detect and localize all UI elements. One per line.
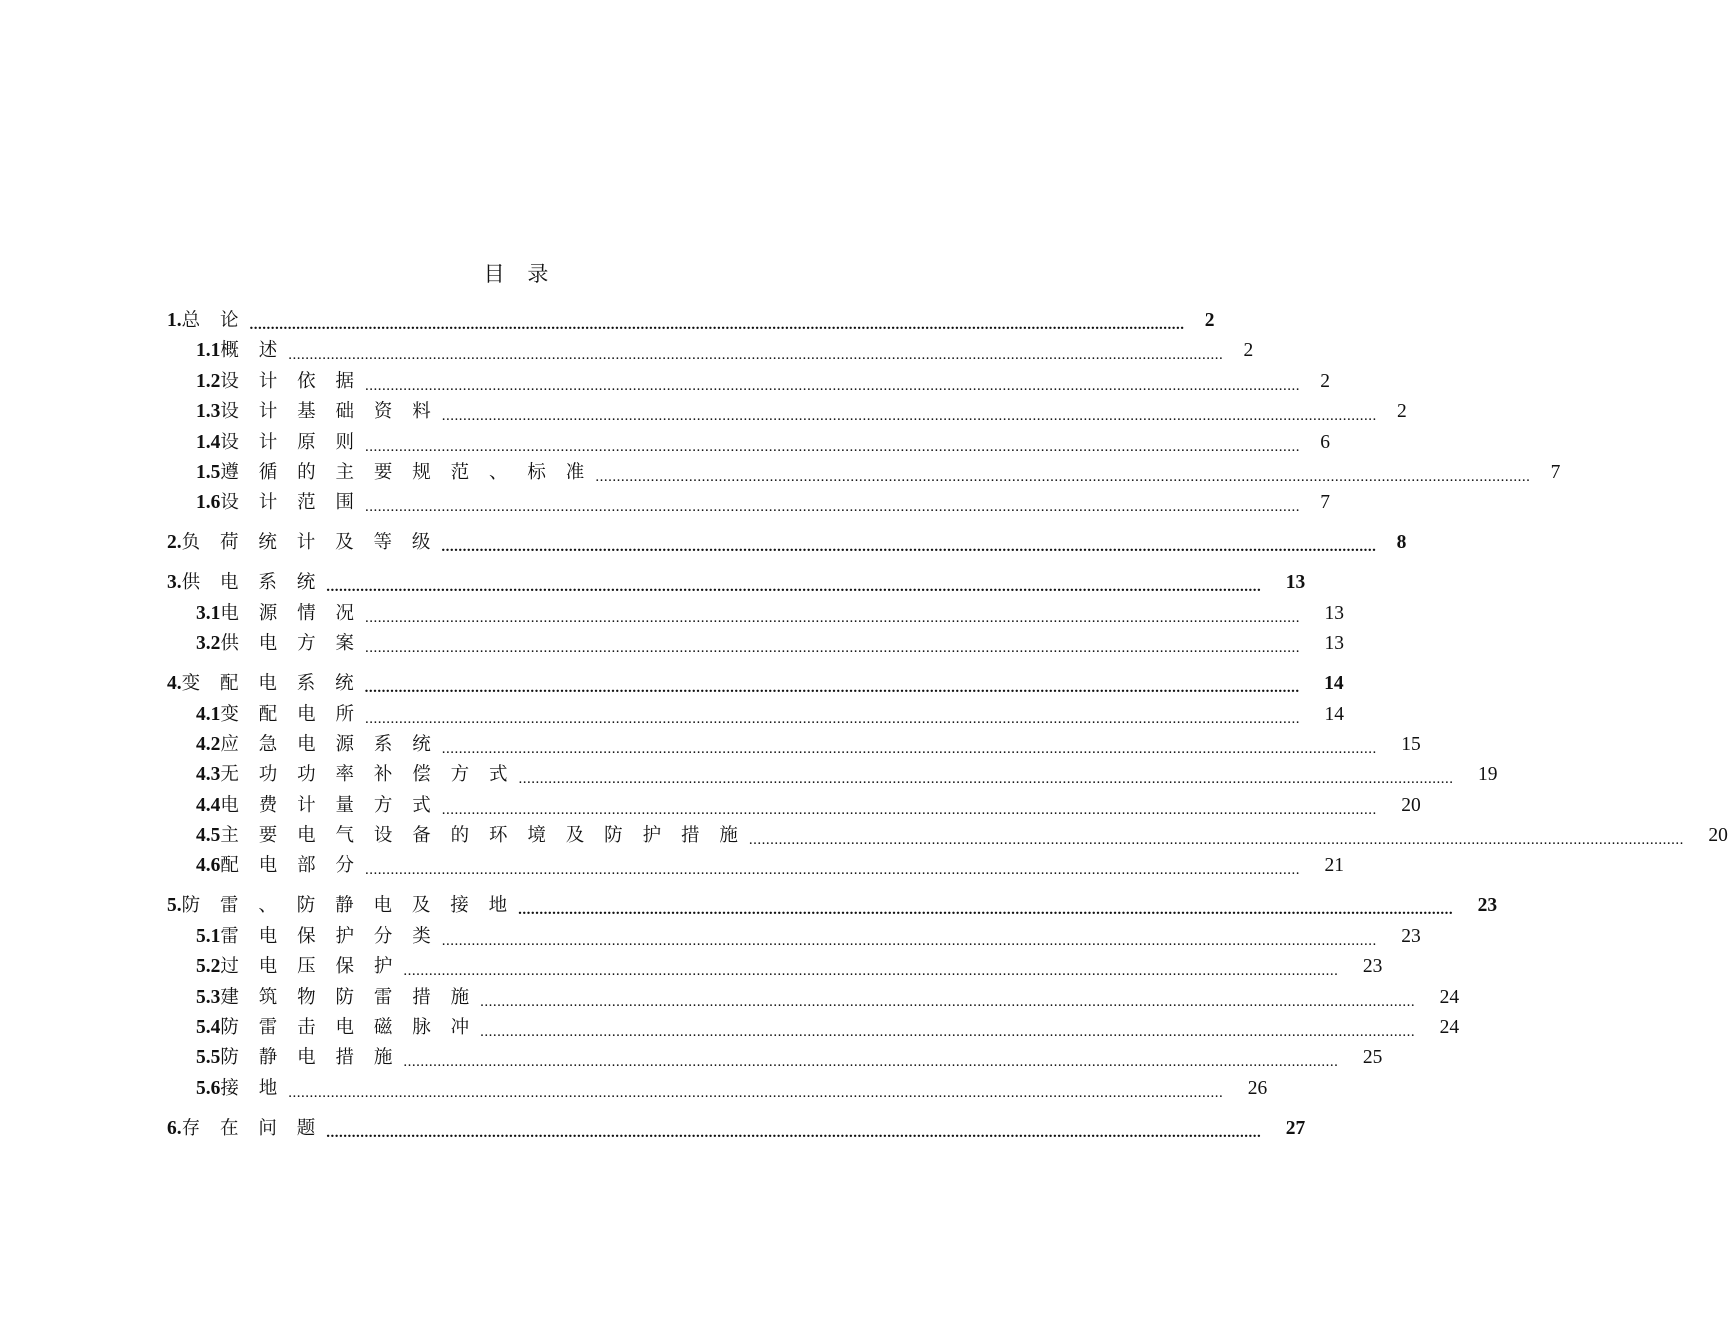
toc-entry-number: 5.4 — [196, 1017, 221, 1039]
toc-leader-dots: ............................................................................................................................................................................................................................ — [365, 609, 1301, 626]
toc-entry-title: 防 雷 击 电 磁 脉 冲 — [220, 1017, 477, 1039]
toc-entry-title: 总 论 — [181, 310, 246, 331]
toc-entry-title: 雷 电 保 护 分 类 — [220, 925, 438, 947]
toc-leader-dots: ............................................................................................................................................................................................................................ — [480, 1024, 1416, 1041]
toc-entry-title: 概 述 — [220, 340, 285, 362]
toc-entry-title: 建 筑 物 防 雷 措 施 — [220, 986, 477, 1008]
toc-leader-dots: ............................................................................................................................................................................................................................ — [403, 963, 1339, 980]
toc-page-number: 7 — [1550, 461, 1561, 483]
toc-page-number: 27 — [1285, 1117, 1306, 1139]
toc-section-entry[interactable] — [167, 730, 1421, 760]
toc-section-entry[interactable] — [167, 366, 1331, 396]
toc-leader-dots: ............................................................................................................................................................................................................................ — [326, 579, 1262, 596]
toc-page-number: 2 — [1243, 340, 1254, 362]
toc-page-number: 14 — [1324, 703, 1345, 725]
toc-leader-dots: ............................................................................................................................................................................................................................ — [403, 1054, 1339, 1071]
toc-entry-number: 1.4 — [196, 431, 221, 453]
toc-section-entry[interactable] — [167, 1043, 1383, 1073]
toc-section-entry[interactable] — [167, 952, 1383, 982]
toc-leader-dots: ............................................................................................................................................................................................................................ — [518, 771, 1454, 788]
toc-section-entry[interactable] — [167, 488, 1331, 518]
toc-entry-number: 5.1 — [196, 925, 221, 947]
toc-entry-title: 供 电 系 统 — [181, 572, 323, 594]
toc-leader-dots: ............................................................................................................................................................................................................................ — [365, 862, 1301, 879]
toc-title: 目 录 — [483, 262, 557, 286]
toc-section-entry[interactable] — [167, 629, 1345, 659]
toc-section-entry[interactable] — [167, 790, 1421, 820]
toc-chapter-entry[interactable] — [167, 659, 1344, 699]
toc-entry-number: 5.3 — [196, 986, 221, 1008]
toc-entry-number: 1.2 — [196, 370, 221, 392]
toc-section-entry[interactable] — [167, 598, 1345, 628]
toc-section-entry[interactable] — [167, 699, 1345, 729]
toc-entry-title: 无 功 功 率 补 偿 方 式 — [220, 764, 515, 786]
toc-leader-dots: ............................................................................................................................................................................................................................ — [365, 640, 1301, 657]
toc-entry-number: 5. — [167, 895, 182, 917]
toc-section-entry[interactable] — [167, 821, 1728, 851]
toc-page-number: 13 — [1324, 633, 1345, 655]
toc-leader-dots: ............................................................................................................................................................................................................................ — [249, 317, 1185, 333]
toc-chapter-entry[interactable] — [167, 1104, 1306, 1144]
toc-page-number: 26 — [1247, 1077, 1268, 1099]
toc-page-number: 15 — [1401, 733, 1421, 755]
toc-page-number: 23 — [1477, 895, 1498, 917]
toc-page-number: 13 — [1324, 602, 1345, 624]
toc-entry-title: 负 荷 统 计 及 等 级 — [181, 532, 438, 554]
toc-section-entry[interactable] — [167, 760, 1498, 790]
toc-section-entry[interactable] — [167, 397, 1407, 427]
toc-entry-number: 4. — [167, 673, 182, 695]
toc-section-entry[interactable] — [167, 1073, 1268, 1103]
toc-entry-title: 设 计 基 础 资 料 — [220, 401, 438, 423]
toc-chapter-entry[interactable] — [167, 518, 1407, 558]
toc-entry-title: 变 配 电 所 — [220, 703, 362, 725]
toc-page-number: 24 — [1439, 986, 1460, 1008]
toc-leader-dots: ............................................................................................................................................................................................................................ — [518, 902, 1454, 919]
toc-page-number: 24 — [1439, 1017, 1460, 1039]
toc-section-entry[interactable] — [167, 851, 1345, 881]
toc-entry-number: 4.1 — [196, 703, 221, 725]
toc-section-entry[interactable] — [167, 427, 1331, 457]
toc-page-number: 14 — [1324, 673, 1344, 695]
toc-page-number: 2 — [1320, 370, 1331, 392]
toc-entry-title: 主 要 电 气 设 备 的 环 境 及 防 护 措 施 — [220, 825, 745, 847]
toc-leader-dots: ............................................................................................................................................................................................................................ — [441, 801, 1377, 818]
toc-entry-number: 1.1 — [196, 340, 221, 362]
toc-chapter-entry[interactable] — [167, 296, 1215, 336]
toc-section-entry[interactable] — [167, 982, 1460, 1012]
toc-leader-dots: ............................................................................................................................................................................................................................ — [365, 377, 1301, 394]
toc-leader-dots: ............................................................................................................................................................................................................................ — [365, 499, 1301, 516]
toc-page-number: 23 — [1362, 956, 1383, 978]
toc-entry-title: 接 地 — [220, 1077, 285, 1099]
toc-page-number: 20 — [1401, 794, 1421, 816]
toc-entry-number: 1. — [167, 310, 182, 331]
toc-entry-title: 设 计 依 据 — [220, 370, 362, 392]
toc-entry-number: 3. — [167, 572, 182, 594]
toc-entry-number: 4.2 — [196, 733, 221, 755]
toc-entry-number: 5.5 — [196, 1047, 221, 1069]
toc-page-number: 20 — [1708, 825, 1728, 847]
toc-section-entry[interactable] — [167, 458, 1561, 488]
toc-entry-title: 供 电 方 案 — [220, 633, 362, 655]
toc-leader-dots: ............................................................................................................................................................................................................................ — [441, 740, 1377, 757]
toc-page-number: 6 — [1320, 431, 1331, 453]
toc-leader-dots: ............................................................................................................................................................................................................................ — [441, 408, 1377, 425]
toc-entry-title: 存 在 问 题 — [181, 1117, 323, 1139]
toc-entry-number: 1.6 — [196, 492, 221, 514]
toc-leader-dots: ............................................................................................................................................................................................................................ — [595, 468, 1531, 485]
toc-section-entry[interactable] — [167, 1013, 1460, 1043]
table-of-contents — [167, 296, 1728, 1144]
toc-entry-title: 防 雷 、 防 静 电 及 接 地 — [181, 895, 515, 917]
toc-section-entry[interactable] — [167, 336, 1254, 366]
toc-entry-number: 1.5 — [196, 461, 221, 483]
toc-leader-dots: ............................................................................................................................................................................................................................ — [441, 539, 1377, 556]
toc-page-number: 8 — [1396, 532, 1407, 554]
toc-entry-number: 2. — [167, 532, 182, 554]
toc-entry-title: 遵 循 的 主 要 规 范 、 标 准 — [220, 461, 592, 483]
toc-page-number: 2 — [1397, 401, 1407, 423]
toc-entry-title: 变 配 电 系 统 — [181, 673, 361, 695]
toc-page-number: 13 — [1285, 572, 1306, 594]
toc-entry-title: 电 费 计 量 方 式 — [220, 794, 438, 816]
toc-page-number: 7 — [1320, 492, 1331, 514]
toc-leader-dots: ............................................................................................................................................................................................................................ — [365, 438, 1301, 455]
toc-entry-number: 5.6 — [196, 1077, 221, 1099]
toc-entry-title: 应 急 电 源 系 统 — [220, 733, 438, 755]
toc-leader-dots: ............................................................................................................................................................................................................................ — [365, 710, 1301, 727]
toc-chapter-entry[interactable] — [167, 558, 1306, 598]
toc-entry-title: 设 计 原 则 — [220, 431, 362, 453]
toc-entry-title: 防 静 电 措 施 — [220, 1047, 400, 1069]
toc-page-number: 21 — [1324, 855, 1345, 877]
toc-entry-number: 6. — [167, 1117, 182, 1139]
toc-entry-number: 3.1 — [196, 602, 221, 624]
toc-entry-title: 设 计 范 围 — [220, 492, 362, 514]
toc-entry-number: 5.2 — [196, 956, 221, 978]
toc-entry-number: 4.6 — [196, 855, 221, 877]
toc-leader-dots: ............................................................................................................................................................................................................................ — [748, 832, 1684, 849]
toc-entry-number: 4.4 — [196, 794, 221, 816]
toc-section-entry[interactable] — [167, 921, 1421, 951]
toc-leader-dots: ............................................................................................................................................................................................................................ — [288, 1084, 1224, 1101]
toc-leader-dots: ............................................................................................................................................................................................................................ — [326, 1124, 1262, 1141]
toc-leader-dots: ............................................................................................................................................................................................................................ — [441, 932, 1377, 949]
toc-chapter-entry[interactable] — [167, 881, 1498, 921]
toc-leader-dots: ............................................................................................................................................................................................................................ — [480, 993, 1416, 1010]
toc-leader-dots: ............................................................................................................................................................................................................................ — [364, 680, 1300, 697]
toc-page-number: 23 — [1401, 925, 1421, 947]
toc-entry-number: 4.5 — [196, 825, 221, 847]
toc-page-number: 2 — [1204, 310, 1215, 331]
toc-entry-title: 过 电 压 保 护 — [220, 956, 400, 978]
toc-entry-title: 配 电 部 分 — [220, 855, 362, 877]
toc-page-number: 25 — [1362, 1047, 1383, 1069]
toc-entry-number: 3.2 — [196, 633, 221, 655]
toc-leader-dots: ............................................................................................................................................................................................................................ — [288, 347, 1224, 364]
toc-entry-number: 1.3 — [196, 401, 221, 423]
toc-entry-title: 电 源 情 况 — [220, 602, 362, 624]
toc-page-number: 19 — [1478, 764, 1498, 786]
toc-entry-number: 4.3 — [196, 764, 221, 786]
